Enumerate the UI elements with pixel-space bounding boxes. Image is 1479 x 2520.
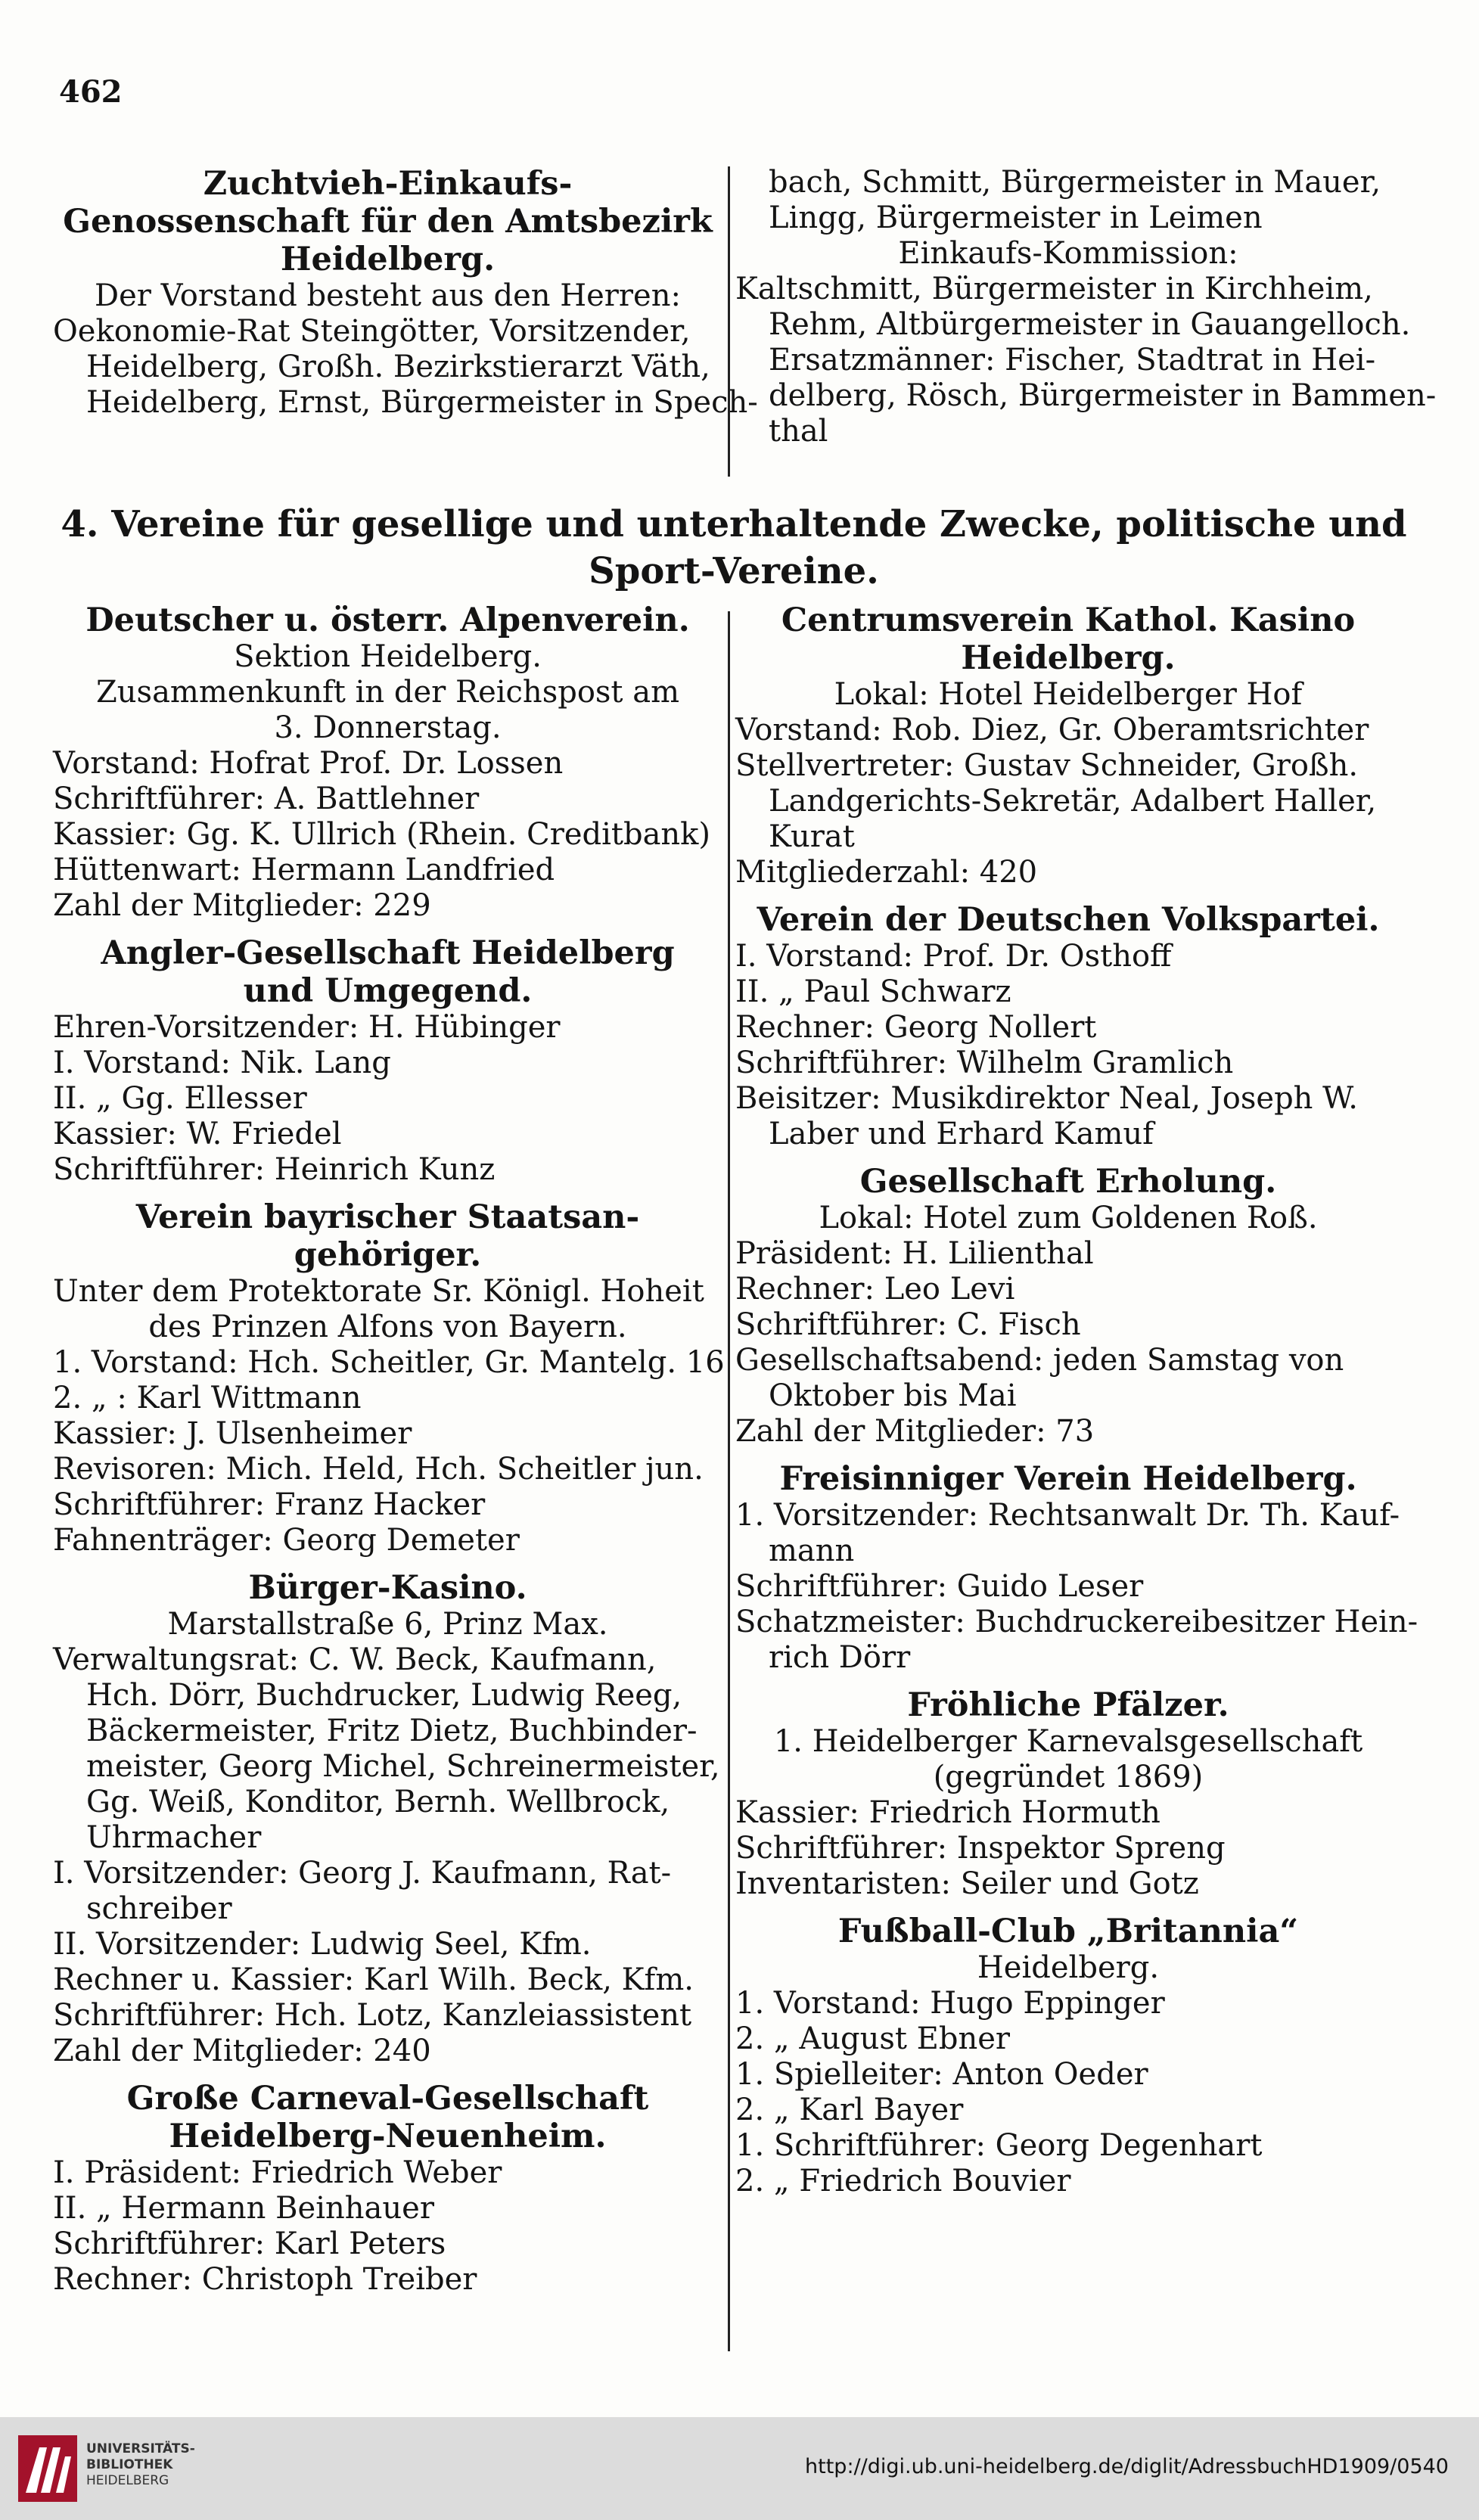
club-line: Zusammenkunft in der Reichspost am bbox=[95, 675, 679, 710]
club-line: Zahl der Mitglieder: 240 bbox=[53, 2034, 431, 2068]
club-line: Sektion Heidelberg. bbox=[234, 639, 542, 674]
club-line: Heidelberg. bbox=[977, 1950, 1160, 1985]
club-line: Präsident: H. Lilienthal bbox=[735, 1236, 1094, 1271]
club-entry bbox=[53, 165, 758, 421]
club-line: Kassier: Gg. K. Ullrich (Rhein. Creditbank) bbox=[53, 817, 711, 852]
club-entry bbox=[53, 601, 722, 924]
club-line: rich Dörr bbox=[769, 1640, 911, 1675]
club-title: Angler-Gesellschaft Heidelberg bbox=[101, 934, 675, 972]
club-line: Lingg, Bürgermeister in Leimen bbox=[769, 200, 1263, 235]
club-title: Gesellschaft Erholung. bbox=[859, 1163, 1277, 1201]
club-line: Kassier: Friedrich Hormuth bbox=[735, 1795, 1161, 1830]
club-line: Schriftführer: Hch. Lotz, Kanzleiassistent bbox=[53, 1998, 692, 2033]
club-entry bbox=[735, 1460, 1418, 1676]
club-line: Kassier: J. Ulsenheimer bbox=[53, 1416, 412, 1451]
library-name bbox=[86, 2441, 195, 2489]
club-line: Zahl der Mitglieder: 229 bbox=[53, 888, 431, 923]
club-title: Heidelberg. bbox=[961, 639, 1176, 677]
club-line: Mitgliederzahl: 420 bbox=[735, 855, 1038, 890]
club-line: Gesellschaftsabend: jeden Samstag von bbox=[735, 1343, 1344, 1378]
club-line: Hch. Dörr, Buchdrucker, Ludwig Reeg, bbox=[86, 1678, 682, 1713]
library-footer bbox=[0, 2417, 1479, 2520]
club-line: Schatzmeister: Buchdruckereibesitzer Hein- bbox=[735, 1605, 1418, 1639]
club-title: Verein bayrischer Staatsan- bbox=[135, 1198, 640, 1236]
club-line: Fahnenträger: Georg Demeter bbox=[53, 1523, 520, 1558]
library-name-line-2: BIBLIOTHEK bbox=[86, 2457, 173, 2472]
club-entry bbox=[735, 601, 1401, 890]
library-name-line-1: UNIVERSITÄTS- bbox=[86, 2441, 195, 2456]
club-line: Rechner: Georg Nollert bbox=[735, 1010, 1097, 1045]
top-left-column bbox=[53, 165, 758, 431]
club-line: Schriftführer: Inspektor Spreng bbox=[735, 1831, 1226, 1866]
club-line: 2. „ August Ebner bbox=[735, 2021, 1011, 2056]
club-line: Verwaltungsrat: C. W. Beck, Kaufmann, bbox=[53, 1642, 657, 1677]
club-line: II. „ Paul Schwarz bbox=[735, 974, 1011, 1009]
club-line: Laber und Erhard Kamuf bbox=[769, 1117, 1154, 1151]
club-line: Revisoren: Mich. Held, Hch. Scheitler jun. bbox=[53, 1452, 704, 1487]
permalink-url[interactable]: http://digi.ub.uni-heidelberg.de/diglit/AdressbuchHD1909/0540 bbox=[805, 2455, 1449, 2478]
club-line: Vorstand: Hofrat Prof. Dr. Lossen bbox=[53, 746, 564, 781]
club-entry bbox=[53, 1198, 725, 1558]
club-title: und Umgegend. bbox=[243, 972, 533, 1010]
club-line: Uhrmacher bbox=[86, 1820, 262, 1855]
club-line: Kaltschmitt, Bürgermeister in Kirchheim, bbox=[735, 272, 1373, 306]
club-line: thal bbox=[769, 414, 828, 449]
club-line: 1. Heidelberger Karnevalsgesellschaft bbox=[773, 1724, 1363, 1759]
club-line: Oekonomie-Rat Steingötter, Vorsitzender, bbox=[53, 314, 691, 349]
club-entry bbox=[53, 934, 722, 1188]
club-line: Der Vorstand besteht aus den Herren: bbox=[95, 278, 681, 313]
club-title: Fröhliche Pfälzer. bbox=[907, 1686, 1229, 1724]
club-line: II. „ Hermann Beinhauer bbox=[53, 2191, 434, 2226]
club-title: Heidelberg. bbox=[280, 241, 496, 278]
club-line: 1. Spielleiter: Anton Oeder bbox=[735, 2057, 1148, 2092]
club-title: Deutscher u. österr. Alpenverein. bbox=[85, 601, 690, 639]
club-title: Freisinniger Verein Heidelberg. bbox=[779, 1460, 1357, 1498]
club-line: Schriftführer: Karl Peters bbox=[53, 2226, 446, 2261]
club-line: I. Vorstand: Prof. Dr. Osthoff bbox=[735, 939, 1172, 974]
club-line: Rechner: Leo Levi bbox=[735, 1272, 1015, 1307]
section-heading-line-2: Sport-Vereine. bbox=[589, 550, 879, 592]
right-column bbox=[735, 601, 1418, 2210]
club-line: Lokal: Hotel zum Goldenen Roß. bbox=[819, 1201, 1318, 1235]
club-line: mann bbox=[769, 1533, 855, 1568]
column-rule-top bbox=[728, 166, 730, 477]
club-line: Rechner: Christoph Treiber bbox=[53, 2262, 477, 2297]
club-line: II. „ Gg. Ellesser bbox=[53, 1081, 307, 1116]
club-line: Heidelberg, Ernst, Bürgermeister in Spech- bbox=[86, 385, 758, 420]
club-line: Schriftführer: Wilhelm Gramlich bbox=[735, 1046, 1234, 1080]
club-title: Centrumsverein Kathol. Kasino bbox=[781, 601, 1356, 639]
club-line: Schriftführer: A. Battlehner bbox=[53, 781, 480, 816]
club-title: Fußball-Club „Britannia“ bbox=[837, 1913, 1299, 1950]
club-line: Zahl der Mitglieder: 73 bbox=[735, 1414, 1095, 1449]
club-line: 1. Vorstand: Hch. Scheitler, Gr. Mantelg. 16 bbox=[53, 1345, 725, 1380]
club-line: Rechner u. Kassier: Karl Wilh. Beck, Kfm. bbox=[53, 1962, 694, 1997]
club-line: Schriftführer: Guido Leser bbox=[735, 1569, 1144, 1604]
club-line: 1. Schriftführer: Georg Degenhart bbox=[735, 2128, 1263, 2163]
club-line: Beisitzer: Musikdirektor Neal, Joseph W. bbox=[735, 1081, 1358, 1116]
club-entry bbox=[735, 1913, 1401, 2199]
library-name-line-3: HEIDELBERG bbox=[86, 2473, 169, 2488]
club-line: Vorstand: Rob. Diez, Gr. Oberamtsrichter bbox=[735, 713, 1369, 747]
club-line: Schriftführer: C. Fisch bbox=[735, 1307, 1081, 1342]
club-line: I. Vorstand: Nik. Lang bbox=[53, 1046, 391, 1080]
club-entry bbox=[735, 1686, 1401, 1902]
club-line: Kurat bbox=[769, 819, 855, 854]
club-line: Ersatzmänner: Fischer, Stadtrat in Hei- bbox=[769, 343, 1376, 378]
club-line: Heidelberg, Großh. Bezirkstierarzt Väth, bbox=[86, 350, 710, 384]
section-heading bbox=[53, 501, 1415, 595]
club-line: 2. „ Friedrich Bouvier bbox=[735, 2164, 1071, 2198]
club-line: Unter dem Protektorate Sr. Königl. Hoheit bbox=[53, 1274, 704, 1309]
club-line: Landgerichts-Sekretär, Adalbert Haller, bbox=[769, 784, 1377, 819]
club-line: des Prinzen Alfons von Bayern. bbox=[148, 1310, 627, 1344]
club-title: Bürger-Kasino. bbox=[248, 1569, 527, 1607]
club-line: Rehm, Altbürgermeister in Gauangelloch. bbox=[769, 307, 1411, 342]
club-title: gehöriger. bbox=[294, 1236, 482, 1274]
page-number: 462 bbox=[59, 74, 123, 110]
club-line: Inventaristen: Seiler und Gotz bbox=[735, 1866, 1199, 1901]
club-line: Gg. Weiß, Konditor, Bernh. Wellbrock, bbox=[86, 1785, 670, 1819]
club-title: Heidelberg-Neuenheim. bbox=[169, 2118, 607, 2155]
club-line: (gegründet 1869) bbox=[933, 1760, 1204, 1794]
club-line: I. Präsident: Friedrich Weber bbox=[53, 2155, 502, 2190]
club-line: Stellvertreter: Gustav Schneider, Großh. bbox=[735, 748, 1359, 783]
club-line: 3. Donnerstag. bbox=[274, 710, 502, 745]
club-line: II. Vorsitzender: Ludwig Seel, Kfm. bbox=[53, 1927, 592, 1962]
club-title: Große Carneval-Gesellschaft bbox=[126, 2080, 649, 2118]
club-line: delberg, Rösch, Bürgermeister in Bammen- bbox=[769, 378, 1437, 413]
club-line: Schriftführer: Heinrich Kunz bbox=[53, 1152, 496, 1187]
club-line: Kassier: W. Friedel bbox=[53, 1117, 342, 1151]
club-line: 1. Vorstand: Hugo Eppinger bbox=[735, 1986, 1165, 2021]
club-line: schreiber bbox=[86, 1891, 232, 1926]
club-title: Verein der Deutschen Volkspartei. bbox=[757, 901, 1380, 939]
club-entry bbox=[735, 165, 1437, 449]
club-line: meister, Georg Michel, Schreinermeister, bbox=[86, 1749, 720, 1784]
club-entry bbox=[735, 1163, 1401, 1450]
club-line: Lokal: Hotel Heidelberger Hof bbox=[834, 677, 1303, 712]
club-line: Bäckermeister, Fritz Dietz, Buchbinder- bbox=[86, 1714, 698, 1748]
club-line: 2. „ : Karl Wittmann bbox=[53, 1381, 362, 1415]
club-entry bbox=[53, 2080, 722, 2298]
club-title: Zuchtvieh-Einkaufs- bbox=[203, 165, 573, 203]
club-line: Hüttenwart: Hermann Landfried bbox=[53, 853, 555, 887]
club-line: Ehren-Vorsitzender: H. Hübinger bbox=[53, 1010, 561, 1045]
section-heading-line-1: 4. Vereine für gesellige und unterhaltende Zwecke, politische und bbox=[61, 503, 1407, 545]
club-line: Schriftführer: Franz Hacker bbox=[53, 1487, 486, 1522]
club-line: Einkaufs-Kommission: bbox=[898, 236, 1238, 271]
university-library-logo-icon bbox=[17, 2434, 79, 2503]
left-column bbox=[53, 601, 725, 2308]
club-line: Oktober bis Mai bbox=[769, 1378, 1017, 1413]
club-title: Genossenschaft für den Amtsbezirk bbox=[63, 203, 713, 241]
club-entry bbox=[735, 901, 1401, 1152]
club-line: 2. „ Karl Bayer bbox=[735, 2093, 964, 2127]
club-line: Marstallstraße 6, Prinz Max. bbox=[167, 1607, 608, 1642]
club-line: bach, Schmitt, Bürgermeister in Mauer, bbox=[769, 165, 1381, 200]
column-rule-bottom bbox=[728, 611, 730, 2351]
top-right-column bbox=[735, 165, 1437, 460]
club-entry bbox=[53, 1569, 722, 2069]
club-line: I. Vorsitzender: Georg J. Kaufmann, Rat- bbox=[53, 1856, 672, 1891]
club-line: 1. Vorsitzender: Rechtsanwalt Dr. Th. Kauf- bbox=[735, 1498, 1400, 1533]
